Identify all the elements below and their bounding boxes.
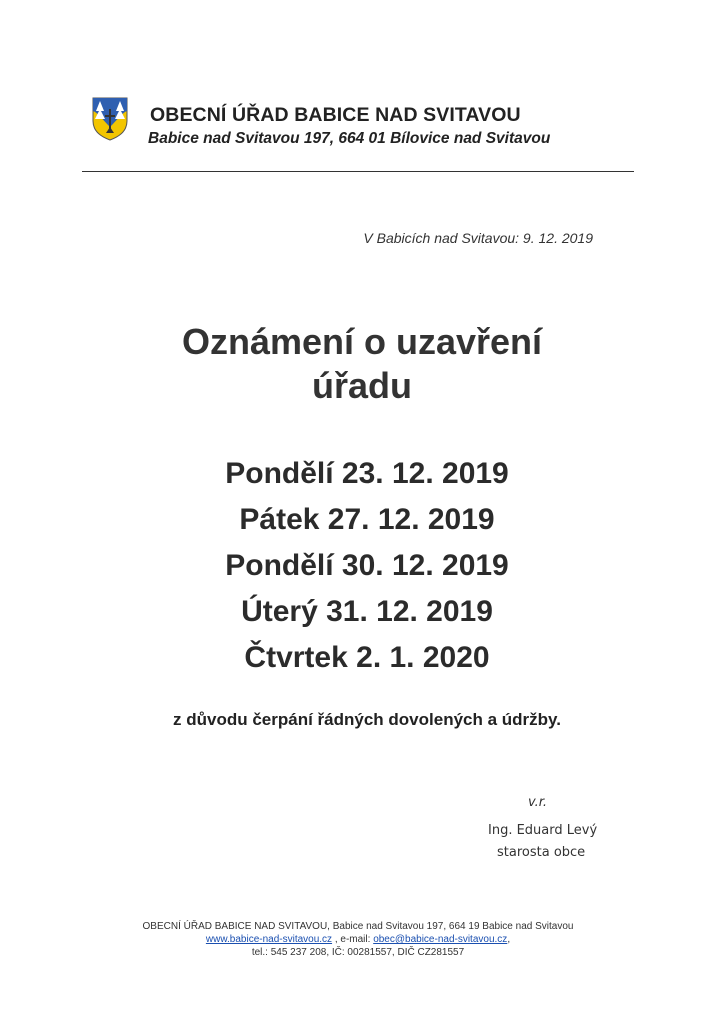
website-link[interactable]: www.babice-nad-svitavou.cz [205, 934, 333, 945]
notice-title [0, 320, 724, 408]
notice-title-line2: úřadu [311, 365, 412, 406]
closure-date: Pondělí 23. 12. 2019 [225, 457, 509, 490]
signatory-name: Ing. Eduard Levý [488, 823, 598, 838]
closure-date: Pátek 27. 12. 2019 [239, 503, 495, 536]
email-prefix: , e-mail: [332, 934, 374, 945]
signature-vr: v.r. [528, 795, 548, 810]
closure-reason: z důvodu čerpání řádných dovolených a údržby. [173, 710, 561, 729]
office-name: OBECNÍ ÚŘAD BABICE NAD SVITAVOU [150, 104, 521, 126]
email-link[interactable]: obec@babice-nad-svitavou.cz [373, 934, 508, 945]
closure-date: Úterý 31. 12. 2019 [241, 595, 493, 628]
footer-address: OBECNÍ ÚŘAD BABICE NAD SVITAVOU, Babice nad Svitavou 197, 664 19 Babice nad Svitavou [142, 921, 574, 932]
footer-contacts [0, 933, 716, 946]
closure-date: Pondělí 30. 12. 2019 [225, 549, 509, 582]
document-date: V Babicích nad Svitavou: 9. 12. 2019 [363, 230, 593, 246]
notice-title-line1: Oznámení o uzavření [181, 321, 543, 362]
municipal-crest-icon [92, 97, 128, 141]
office-address: Babice nad Svitavou 197, 664 01 Bílovice nad Svitavou [148, 130, 551, 147]
header-divider [82, 171, 634, 172]
email-suffix: , [507, 934, 511, 945]
closure-dates-list [0, 451, 724, 681]
closure-date: Čtvrtek 2. 1. 2020 [244, 641, 490, 674]
footer [0, 920, 716, 959]
signatory-role: starosta obce [497, 845, 586, 860]
footer-phone-ids: tel.: 545 237 208, IČ: 00281557, DIČ CZ281557 [251, 947, 465, 958]
